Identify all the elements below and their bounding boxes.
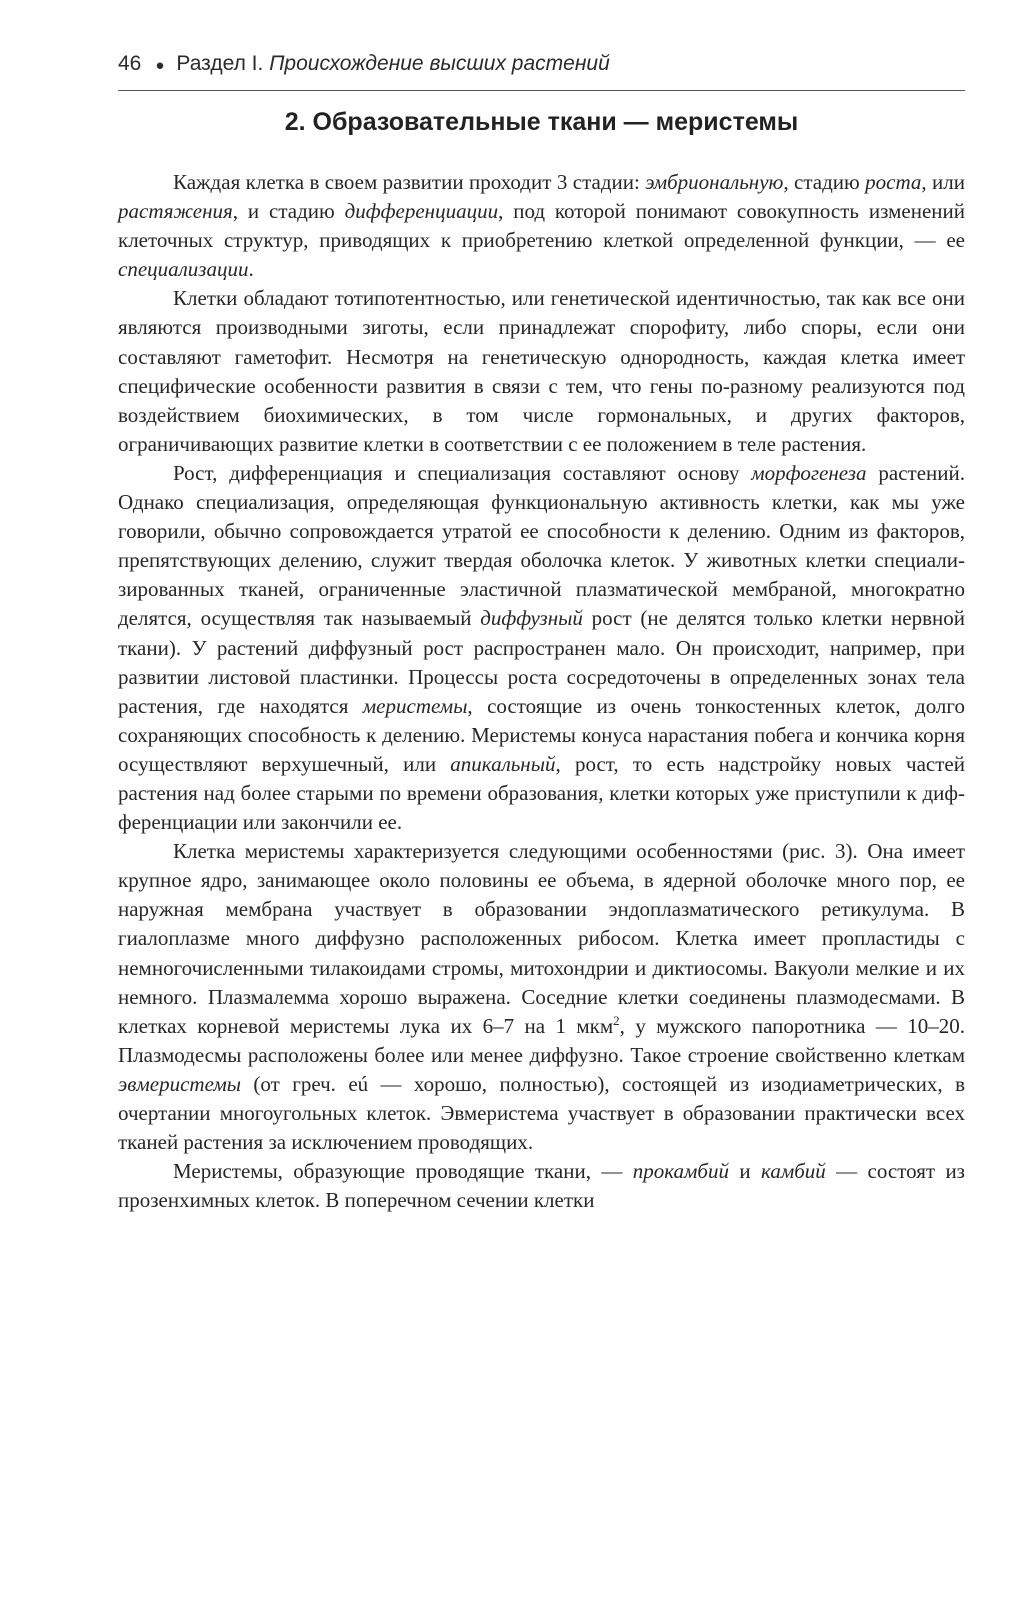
text-run: рост (не делятся только клетки нервной ткани). У растений диффузный рост распространен мало. Он происходит, например, при развитии листовой пластинки. Процессы роста сосредоточены в определенных зонах тела растения, где находятся bbox=[118, 606, 965, 718]
text-run: Клетки обладают тотипотентностью, или генетической идентичностью, так как все они являются производными зиготы, если принадлежат спорофиту, либо споры, если они составляют гаметофит. Несмотря на генетическую однородность, каждая клетка имеет специфические особенности развития в связи с тем, что гены по-разному реализуются под воздействием биохимических, в том числе гормональных, и других факторов, ограничивающих развитие клетки в соответствии с ее положением в теле растения. bbox=[118, 286, 965, 456]
italic-term: дифференциации bbox=[344, 199, 499, 224]
italic-term: диффузный bbox=[480, 606, 583, 631]
paragraph bbox=[118, 459, 965, 837]
italic-term: эвмеристемы bbox=[118, 1071, 242, 1096]
section-title-text: Происхождение высших растений bbox=[269, 52, 610, 75]
italic-term: растяжения bbox=[118, 199, 233, 224]
section-title bbox=[263, 52, 609, 76]
paragraph bbox=[118, 168, 965, 284]
text-run: , под которой понимают совокупность изменений клеточных структур, приводящих к приобретению клеткой определенной функции, — ее bbox=[118, 199, 965, 253]
italic-term: роста bbox=[865, 170, 922, 194]
italic-term: специализации bbox=[118, 257, 249, 282]
text-run: и bbox=[729, 1159, 762, 1184]
text-run: Каждая клетка в своем развитии проходит 3 стадии: bbox=[173, 170, 646, 194]
italic-term: эмбриональную bbox=[645, 170, 784, 194]
superscript: 2 bbox=[613, 1012, 620, 1028]
text-run: Клетка меристемы характеризуется следующими особенностями (рис. 3). Она имеет крупное ядро, занимающее около половины ее объема, в ядерной оболочке много пор, ее наружная мембрана участвует в образовании эндоплазматического ретикулума. В гиалоплазме много диффузно расположенных рибосом. Клетка имеет пропластиды с немногочисленными тилакоидами стромы, митохондрии и диктиосомы. Вакуоли мелкие и их немного. Плазмалемма хорошо выражена. Соседние клетки соединены плазмодесмами. В клетках корневой меристемы лука их 6–7 на 1 мкм bbox=[118, 839, 965, 1038]
text-run: — состоят из прозенхимных клеток. В поперечном сечении клетки bbox=[118, 1159, 965, 1213]
bullet-icon: ● bbox=[155, 57, 165, 74]
italic-term: морфогенеза bbox=[751, 460, 867, 485]
body-text bbox=[118, 168, 965, 1215]
text-run: , состоящие из очень тонкостенных клеток, долго сохраняющих способность к делению. Меристемы конуса нарастания побега и кончика корня осуществляют верхушечный, или bbox=[118, 693, 965, 776]
italic-term: камбий bbox=[761, 1159, 826, 1184]
paragraph bbox=[118, 1157, 965, 1215]
text-run: , рост, то есть надстройку новых частей растения над более старыми по времени образования, клетки которых уже приступили к дифференциации или закончили ее. bbox=[118, 751, 965, 835]
section-label: Раздел I. bbox=[176, 52, 264, 75]
italic-term: меристемы bbox=[362, 693, 468, 718]
page-number: 46 bbox=[118, 52, 142, 75]
paragraph bbox=[118, 284, 965, 459]
text-run: . bbox=[248, 257, 254, 282]
running-header bbox=[118, 52, 965, 91]
text-run: , стадию bbox=[783, 170, 866, 194]
italic-term: прокамбий bbox=[632, 1159, 729, 1184]
text-run: , или bbox=[921, 170, 965, 194]
italic-term: апикальный bbox=[450, 751, 556, 776]
text-run: , и стадию bbox=[232, 199, 345, 224]
text-run: растений. Однако специализация, определяющая функциональную активность клетки, как мы уже говорили, обычно сопровождается утратой ее способности к делению. Одним из факторов, препятствующих делению, служит твердая оболочка клеток. У животных клетки специализированных тканей, ограниченные эластичной плазматической мембраной, многократно делятся, осуществляя так называемый bbox=[118, 460, 965, 631]
text-run: , у мужского папоротника — 10–20. Плазмодесмы расположены более или менее диффузно. Такое строение свойственно клеткам bbox=[118, 1013, 965, 1067]
text-run: (от греч. eú — хорошо, полностью), состоящей из изодиаметрических, в очертании многоугольных клеток. Эвмеристема участвует в образовании практически всех тканей растения за исключением проводящих. bbox=[118, 1071, 965, 1155]
text-run: Рост, дифференциация и специализация составляют основу bbox=[173, 460, 752, 485]
chapter-heading: 2. Образовательные ткани — меристемы bbox=[284, 108, 799, 136]
text-run: Меристемы, образующие проводящие ткани, — bbox=[173, 1159, 633, 1184]
paragraph bbox=[118, 837, 965, 1157]
